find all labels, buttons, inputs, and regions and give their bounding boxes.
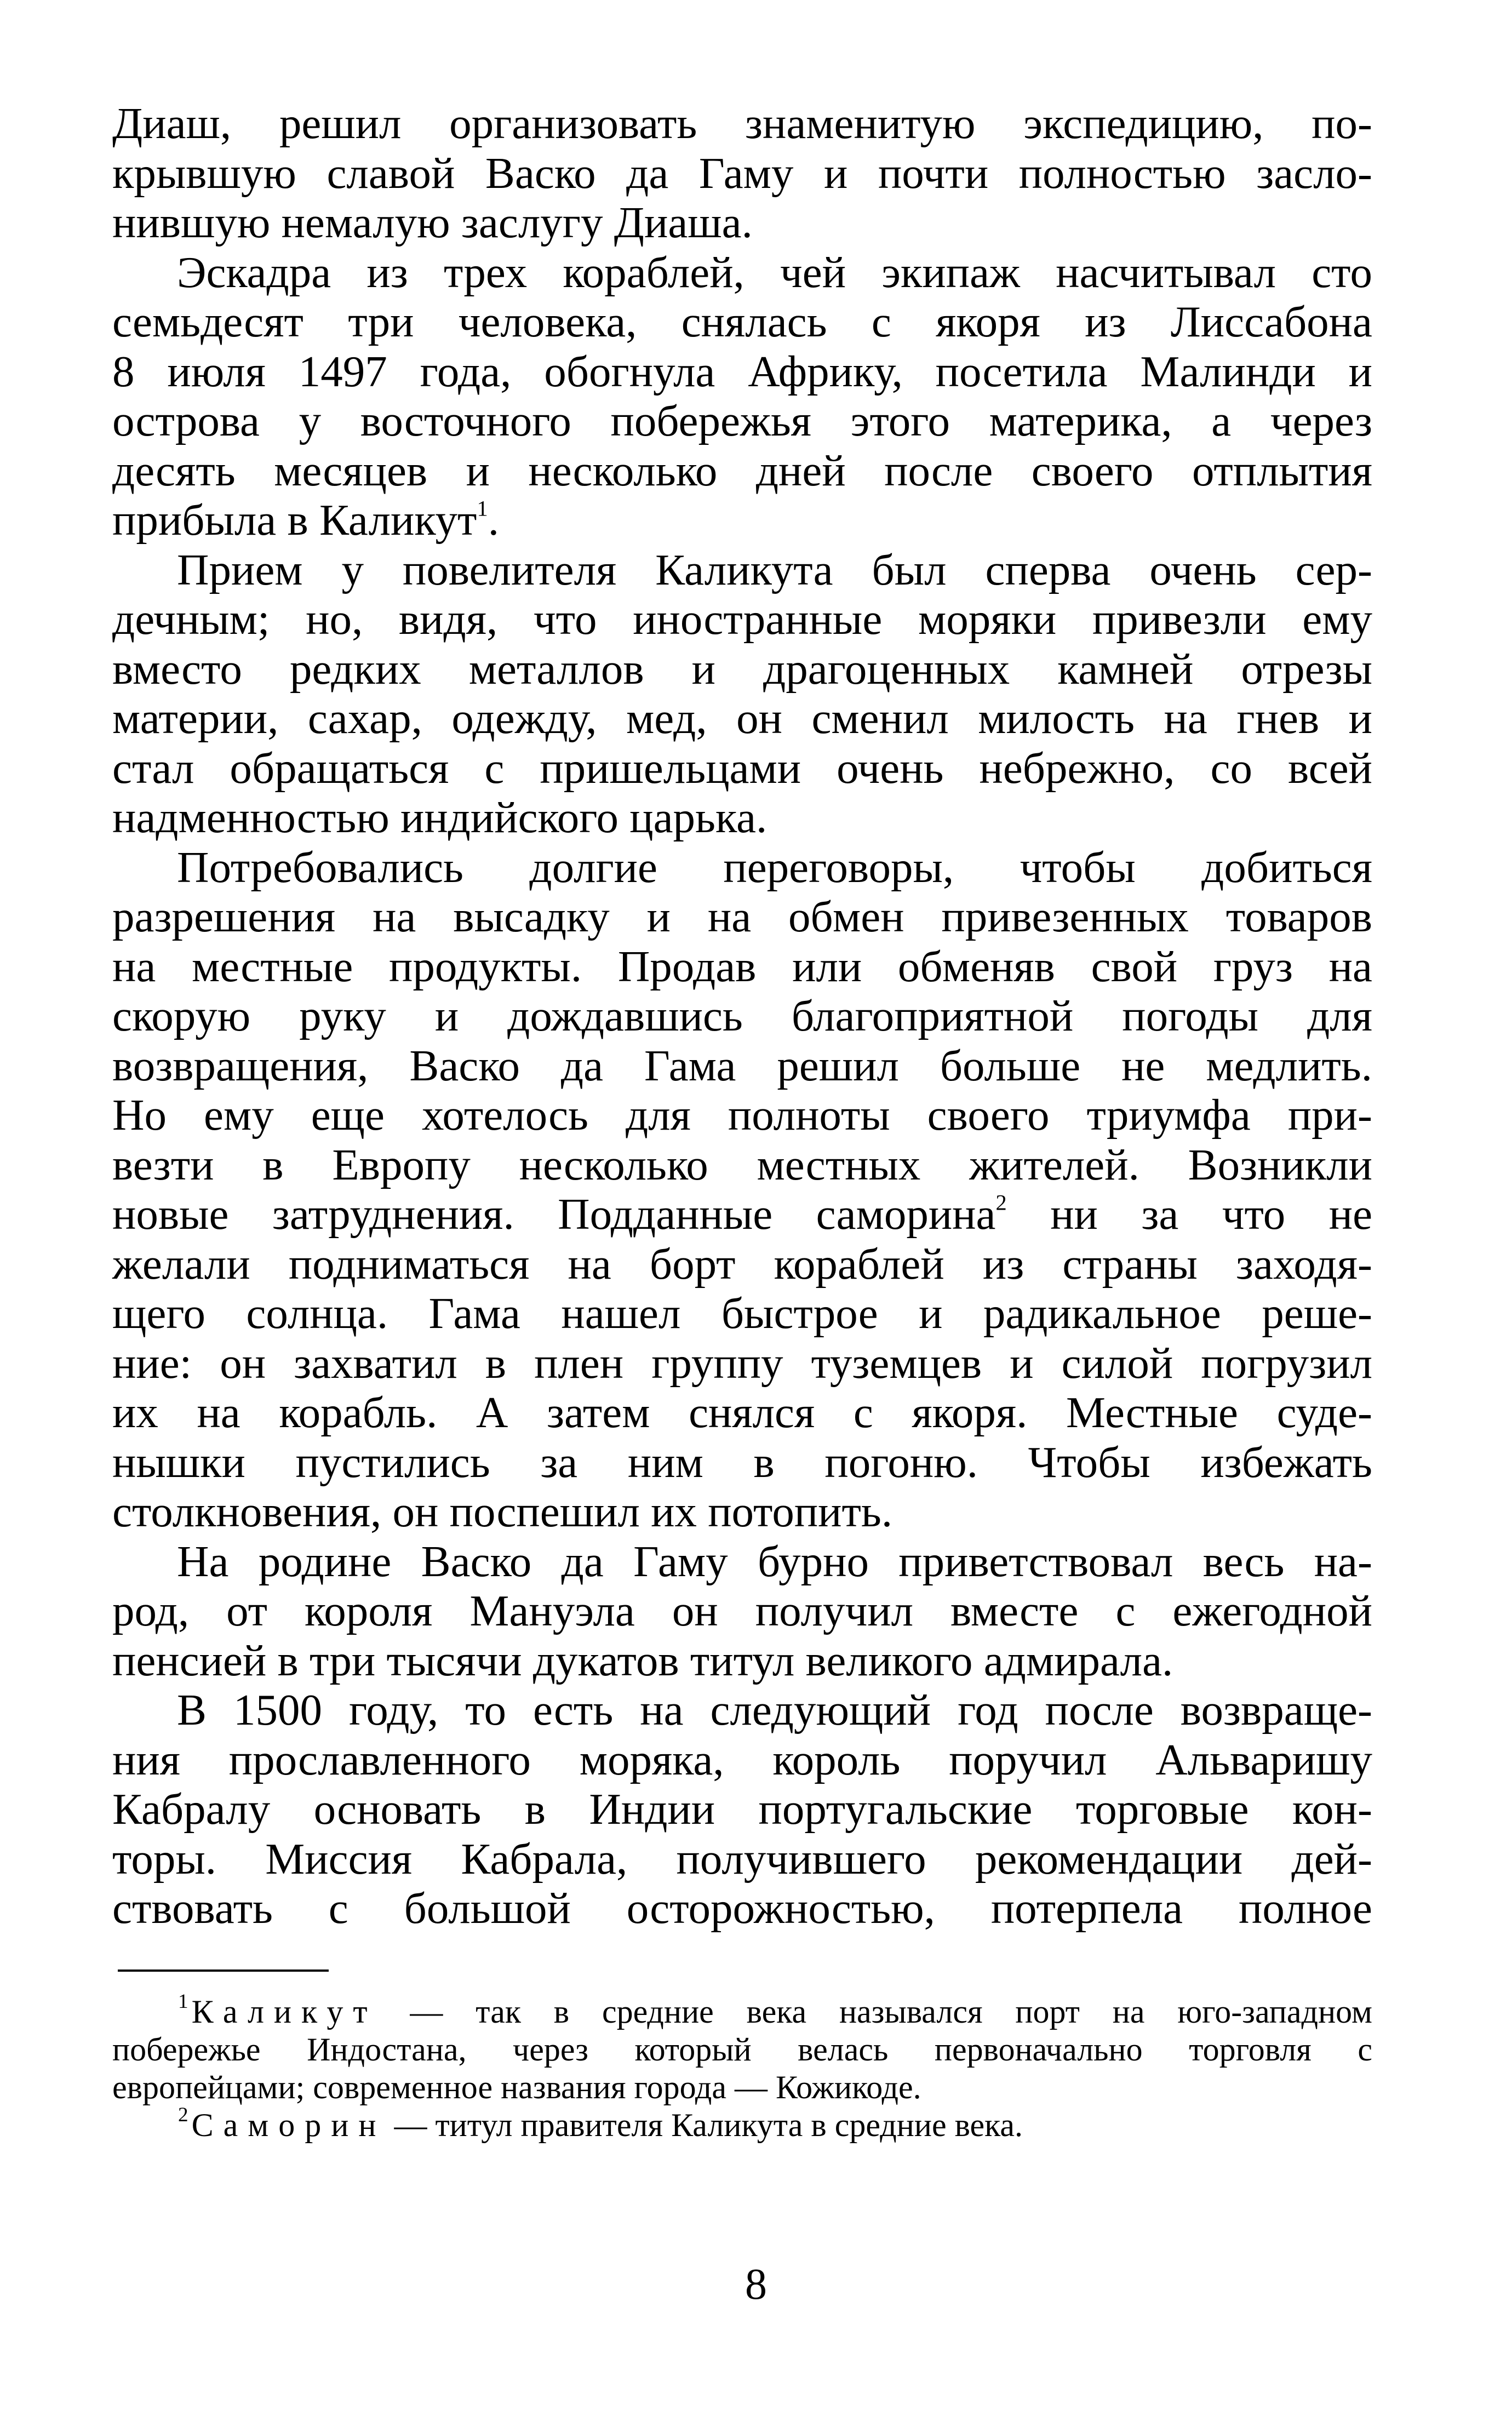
text-line: возвращения, Васко да Гама решил больше не медлить. bbox=[112, 1040, 1372, 1090]
page-body bbox=[112, 99, 1372, 1933]
text-line: дечным; но, видя, что иностранные моряки привезли ему bbox=[112, 594, 1372, 644]
text-line: на местные продукты. Продав или обменяв свой груз на bbox=[112, 941, 1372, 991]
text-line: Эскадра из трех кораблей, чей экипаж насчитывал сто bbox=[177, 247, 1372, 297]
footnotes bbox=[112, 1990, 1373, 2144]
text-line: ния прославленного моряка, король поручил Альваришу bbox=[112, 1734, 1372, 1784]
text-line: стал обращаться с пришельцами очень небрежно, со всей bbox=[112, 743, 1372, 793]
footnote-line: побережье Индостана, через который велась первоначально торговля с bbox=[112, 2031, 1372, 2068]
page-number: 8 bbox=[745, 2260, 767, 2309]
text-line: столкновения, он поспешил их потопить. bbox=[112, 1487, 893, 1536]
text-line: род, от короля Мануэла он получил вместе с ежегодной bbox=[112, 1586, 1372, 1635]
text-line: нышки пустились за ним в погоню. Чтобы избежать bbox=[112, 1437, 1372, 1487]
text-line: материи, сахар, одежду, мед, он сменил милость на гнев и bbox=[112, 694, 1372, 743]
text-line: их на корабль. А затем снялся с якоря. Местные суде- bbox=[112, 1388, 1372, 1437]
text-line: везти в Европу несколько местных жителей. Возникли bbox=[112, 1140, 1372, 1189]
text-line: десять месяцев и несколько дней после своего отплытия bbox=[112, 445, 1372, 495]
footnote-line bbox=[112, 2106, 1372, 2144]
footnote-number: 2 bbox=[178, 2104, 188, 2127]
text-line: нившую немалую заслугу Диаша. bbox=[112, 198, 753, 247]
text-fragment: новые затруднения. Подданные саморина bbox=[112, 1189, 996, 1239]
text-line: На родине Васко да Гаму бурно приветствовал весь на- bbox=[177, 1536, 1372, 1586]
text-line: разрешения на высадку и на обмен привезенных товаров bbox=[112, 892, 1372, 941]
footnote-marker: 2 bbox=[995, 1190, 1007, 1215]
text-line: желали подниматься на борт кораблей из страны заходя- bbox=[112, 1239, 1372, 1289]
text-line: Потребовались долгие переговоры, чтобы добиться bbox=[177, 842, 1372, 892]
text-line: щего солнца. Гама нашел быстрое и радикальное реше- bbox=[112, 1289, 1372, 1338]
text-line: семьдесят три человека, снялась с якоря из Лиссабона bbox=[112, 297, 1372, 346]
text-line: Кабралу основать в Индии португальские торговые кон- bbox=[112, 1784, 1372, 1834]
text-fragment: прибыла в Каликут bbox=[112, 495, 477, 545]
text-line: Но ему еще хотелось для полноты своего триумфа при- bbox=[112, 1090, 1372, 1140]
text-line: 8 июля 1497 года, обогнула Африку, посетила Малинди и bbox=[112, 346, 1372, 396]
footnote-line bbox=[112, 1990, 1373, 2031]
text-line: надменностью индийского царька. bbox=[112, 793, 768, 842]
text-line: Прием у повелителя Каликута был сперва очень сер- bbox=[177, 545, 1372, 594]
text-line: вместо редких металлов и драгоценных камней отрезы bbox=[112, 644, 1372, 694]
text-line: скорую руку и дождавшись благоприятной погоды для bbox=[112, 991, 1372, 1040]
text-line: торы. Миссия Кабрала, получившего рекомендации дей- bbox=[112, 1834, 1372, 1883]
text-line: ствовать с большой осторожностью, потерпела полное bbox=[112, 1883, 1372, 1933]
text-fragment: ни за что не bbox=[1050, 1189, 1373, 1239]
footnote-marker: 1 bbox=[477, 496, 488, 521]
footnote-divider bbox=[118, 1970, 329, 1972]
text-line bbox=[112, 1189, 1372, 1239]
footnote-number: 1 bbox=[178, 1990, 188, 2013]
text-line: крывшую славой Васко да Гаму и почти полностью засло- bbox=[112, 148, 1372, 198]
text-line: пенсией в три тысячи дукатов титул великого адмирала. bbox=[112, 1635, 1173, 1685]
text-line: В 1500 году, то есть на следующий год после возвраще- bbox=[177, 1685, 1372, 1734]
footnote-term: Саморин bbox=[191, 2107, 386, 2143]
text-line: ние: он захватил в плен группу туземцев и силой погрузил bbox=[112, 1338, 1372, 1388]
text-line: прибыла в Каликут$^1$. bbox=[112, 495, 499, 545]
footnote-term: Каликут bbox=[191, 1994, 377, 2030]
footnote-text: — титул правителя Каликута в средние века. bbox=[394, 2107, 1023, 2143]
footnote-text: — так в средние века назывался порт на юго-западном bbox=[410, 1994, 1373, 2030]
text-line: острова у восточного побережья этого материка, а через bbox=[112, 396, 1372, 445]
footnote-line: европейцами; современное названия города — Кожикоде. bbox=[112, 2069, 921, 2105]
text-line: Диаш, решил организовать знаменитую экспедицию, по- bbox=[112, 99, 1372, 148]
